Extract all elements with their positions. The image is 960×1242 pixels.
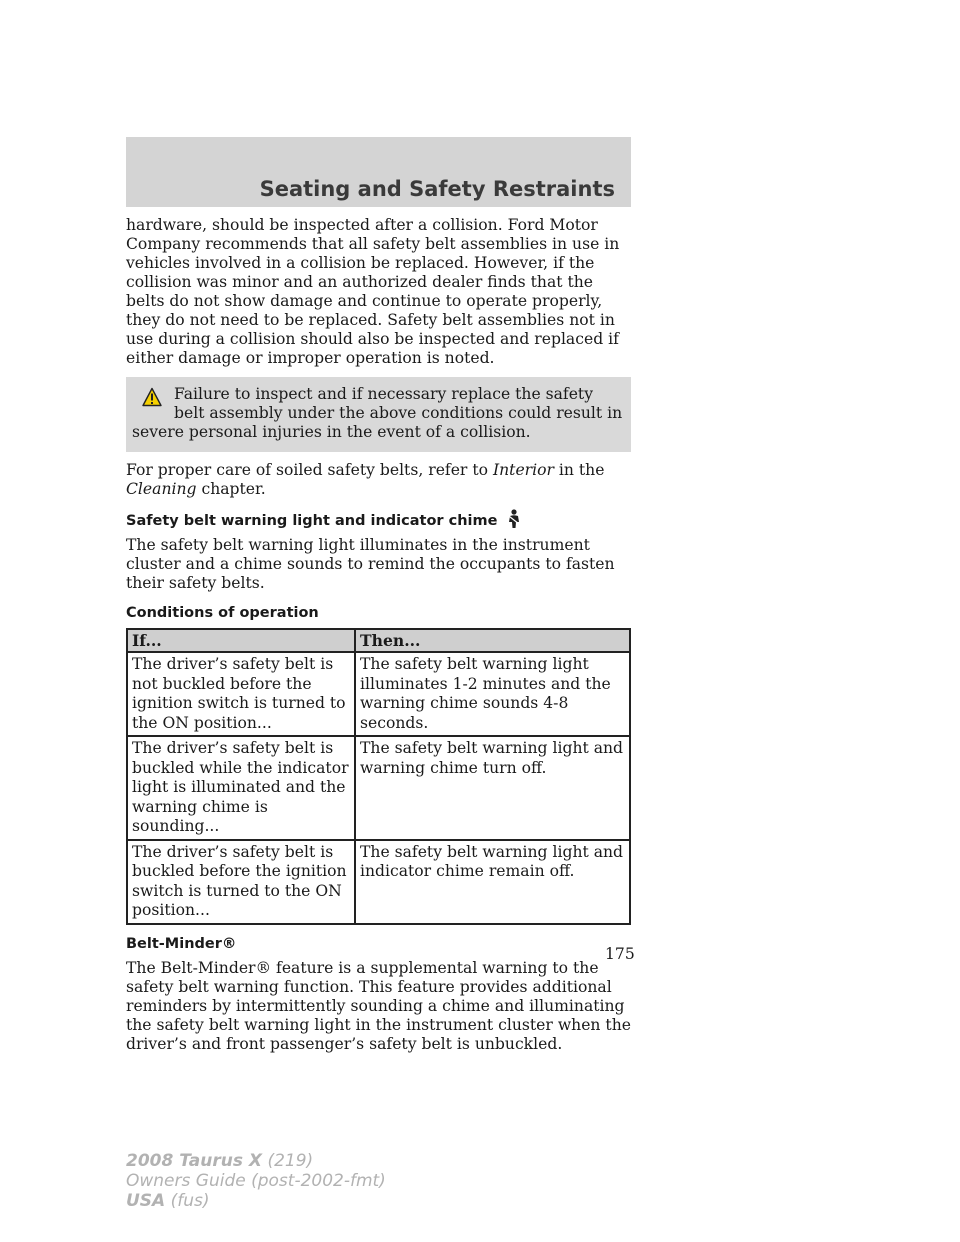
care-text: chapter. — [201, 480, 266, 498]
section-heading-belt-minder: Belt-Minder® — [126, 935, 237, 952]
footer-line: Owners Guide (post-2002-fmt) — [126, 1171, 386, 1191]
footer-code: (fus) — [170, 1191, 210, 1211]
table-row — [127, 652, 630, 736]
table-cell-if: The driver’s safety belt is not buckled before the ignition switch is turned to the ON position... — [127, 652, 355, 736]
warning-light-paragraph: The safety belt warning light illuminates in the instrument cluster and a chime sounds to remind the occupants to fasten their safety belts. — [126, 536, 615, 592]
chapter-title: Seating and Safety Restraints — [259, 177, 615, 201]
page-number: 175 — [605, 945, 635, 963]
footer-model: 2008 Taurus X — [126, 1151, 263, 1171]
care-paragraph — [126, 461, 631, 499]
cleaning-reference: Cleaning — [126, 480, 197, 498]
warning-triangle-icon — [142, 387, 162, 407]
footer-line — [126, 1191, 386, 1211]
conditions-table — [126, 628, 631, 925]
belt-minder-paragraph: The Belt-Minder® feature is a supplemental warning to the safety belt warning function. This feature provides additional reminders by intermittently sounding a chime and illuminating the safety belt warning light in the instrument cluster when the driver’s and front passenger’s safety belt is unbuckled. — [126, 958, 631, 1053]
section-heading-conditions: Conditions of operation — [126, 605, 319, 621]
table-row — [127, 736, 630, 840]
table-cell-then: The safety belt warning light and indicator chime remain off. — [355, 840, 630, 924]
footer-code: (219) — [267, 1151, 314, 1171]
table-cell-if: The driver’s safety belt is buckled before the ignition switch is turned to the ON position... — [127, 840, 355, 924]
footer-line — [126, 1151, 386, 1171]
document-footer — [126, 1151, 386, 1211]
table-cell-if: The driver’s safety belt is buckled while the indicator light is illuminated and the warning chime is sounding... — [127, 736, 355, 840]
page-content — [126, 216, 631, 1054]
table-cell-then: The safety belt warning light and warning chime turn off. — [355, 736, 630, 840]
table-cell-then: The safety belt warning light illuminates 1-2 minutes and the warning chime sounds 4-8 seconds. — [355, 652, 630, 736]
chapter-header — [126, 137, 631, 207]
table-row — [127, 840, 630, 924]
seatbelt-warning-icon — [505, 509, 523, 529]
section-heading-warning-light — [126, 509, 631, 531]
warning-text: Failure to inspect and if necessary replace the safety belt assembly under the above conditions could result in severe personal injuries in the event of a collision. — [132, 385, 623, 441]
heading-text: Safety belt warning light and indicator chime — [126, 513, 498, 529]
care-text: in the — [558, 461, 605, 479]
body-paragraph: hardware, should be inspected after a collision. Ford Motor Company recommends that all safety belt assemblies in use in vehicles involved in a collision be replaced. However, if the collision was minor and an authorized dealer finds that the belts do not show damage and continue to operate properly, they do not need to be replaced. Safety belt assemblies not in use during a collision should also be inspected and replaced if either damage or improper operation is noted. — [126, 216, 620, 367]
table-header-row — [127, 629, 630, 652]
footer-market: USA — [126, 1191, 166, 1211]
column-header-then: Then... — [355, 629, 630, 652]
interior-reference: Interior — [492, 461, 554, 479]
warning-box — [126, 377, 631, 452]
column-header-if: If... — [127, 629, 355, 652]
care-text: For proper care of soiled safety belts, refer to — [126, 461, 488, 479]
